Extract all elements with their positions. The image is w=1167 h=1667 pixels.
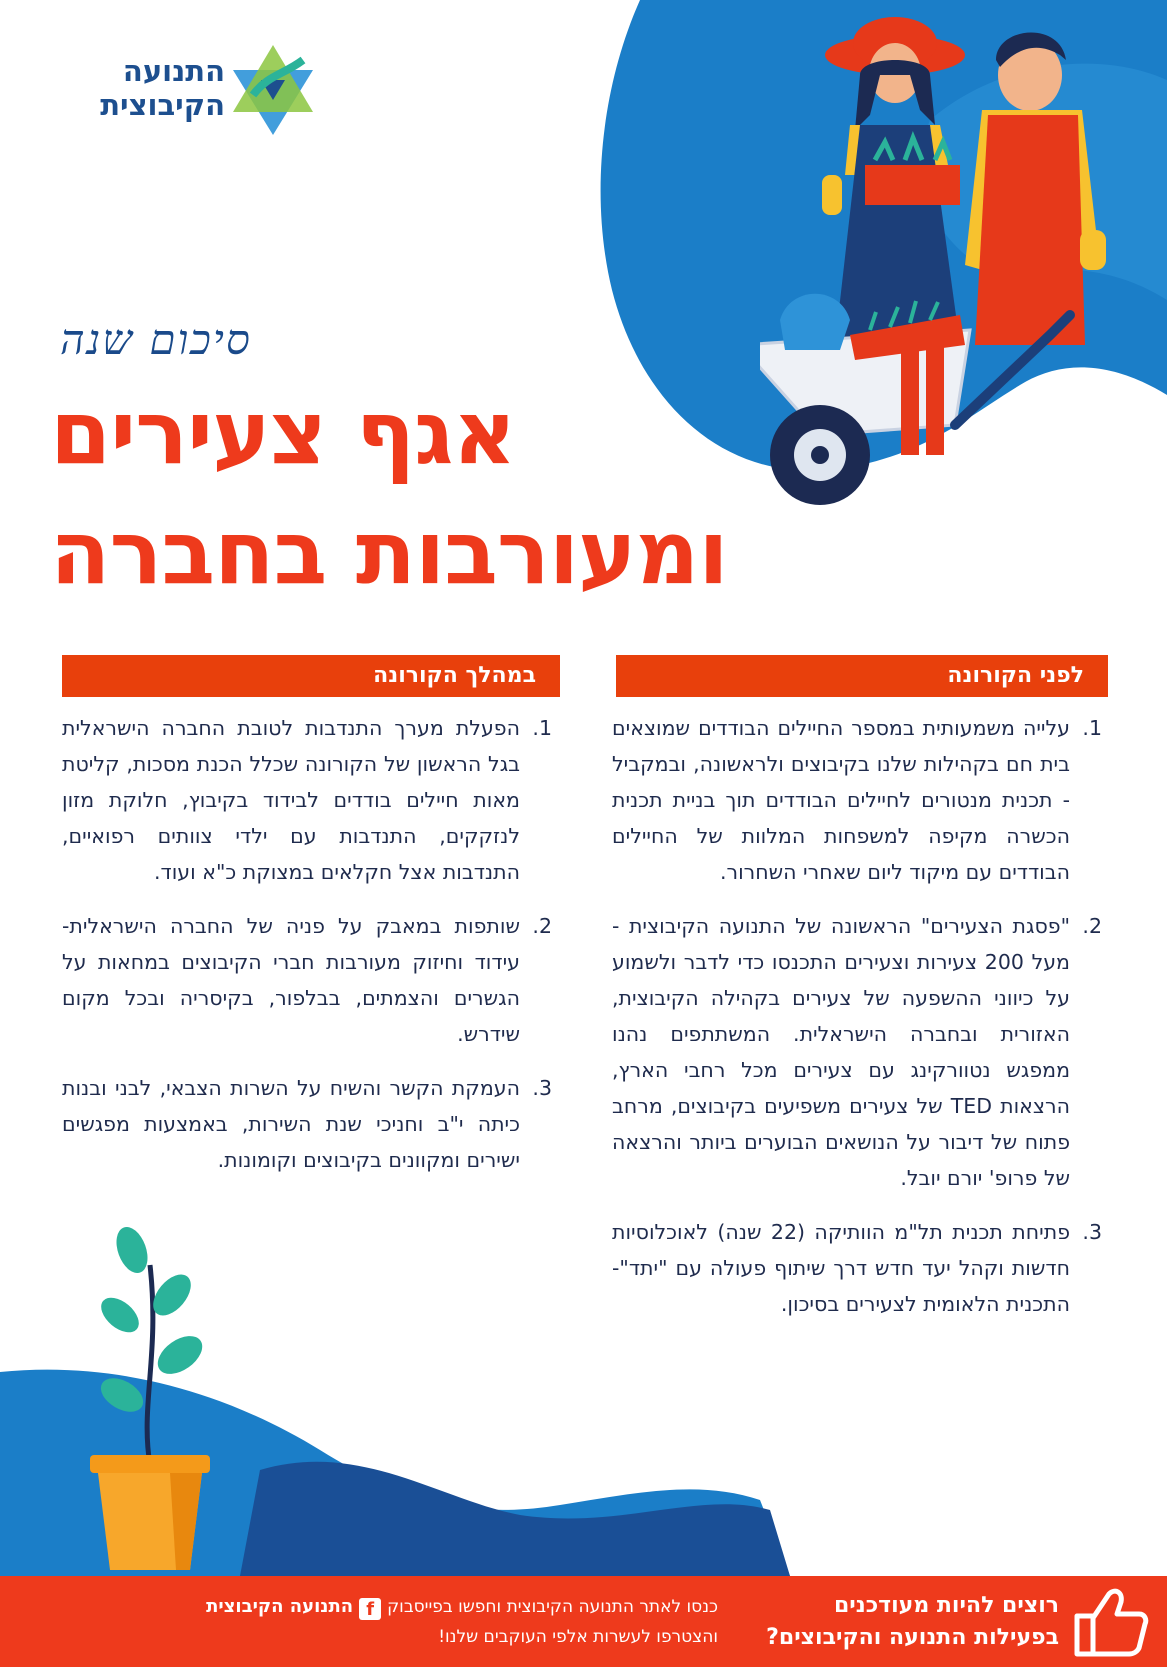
item-number: 1. — [532, 716, 552, 740]
item-number: 2. — [532, 914, 552, 938]
item-number: 3. — [1082, 1220, 1102, 1244]
list-item — [62, 710, 552, 890]
facebook-page-name[interactable]: התנועה הקיבוצית — [206, 1596, 354, 1617]
item-text: עלייה משמעותית במספר החיילים הבודדים שמוצאים בית חם בקהילות שלנו בקיבוצים ולראשונה, ובמקביל - תכנית מנטורים לחיילים הבודדים תוך בניית תכנית הכשרה מקיפה למשפחות המלוות של החיילים הבודדים עם מיקוד ליום שאחרי השחרור. — [612, 716, 1070, 884]
list-item — [612, 1214, 1102, 1322]
section-header-before: לפני הקורונה — [616, 655, 1108, 697]
page-title-line-1: אגף צעירים — [50, 381, 516, 484]
list-item — [612, 710, 1102, 890]
list-before — [612, 710, 1102, 1340]
item-number: 2. — [1082, 914, 1102, 938]
item-text: הפעלת מערך התנדבות לטובת החברה הישראלית בגל הראשון של הקורונה שכלל הכנת מסכות, קליטת מאות חיילים בודדים לבידוד בקיבוץ, חלוקת מזון לנזקקים, התנדבות עם ילדי צוותים רפואיים, התנדבות אצל חקלאים במצוקת כ"א ועוד. — [62, 716, 520, 884]
item-number: 3. — [532, 1076, 552, 1100]
star-logo-icon — [223, 40, 323, 140]
footer-info — [38, 1592, 718, 1652]
item-number: 1. — [1082, 716, 1102, 740]
logo-line-2: הקיבוצית — [100, 88, 225, 122]
list-item — [612, 908, 1102, 1196]
item-text: "פסגת הצעירים" הראשונה של התנועה הקיבוצית - מעל 200 צעירות וצעירים התכנסו כדי לדבר ולשמוע על כיווני ההשפעה של צעירים בקהילה הקיבוצית, האזורית ובחברה הישראלית. המשתתפים נהנו ממפגש נטוורקינג עם צעירים מכל רחבי הארץ, הרצאות TED של צעירים משפיעים בקיבוצים, מרחב פתוח של דיבור על הנושאים הבוערים ביותר והרצאה של פרופ' יורם יובל. — [612, 914, 1070, 1190]
subtitle: סיכום שנה — [60, 315, 252, 364]
thumbs-up-icon — [1069, 1586, 1149, 1658]
list-during — [62, 710, 552, 1196]
section-header-during: במהלך הקורונה — [62, 655, 560, 697]
logo-line-1: התנועה — [122, 54, 225, 88]
item-text: פתיחת תכנית תל"מ הוותיקה (22 שנה) לאוכלוסיות חדשות וקהל יעד חדש דרך שיתוף פעולה עם "יתד"- התכנית הלאומית לצעירים בסיכון. — [612, 1220, 1071, 1316]
page-title-line-2: ומעורבות בחברה — [50, 501, 728, 604]
item-text: העמקת הקשר והשיח על השרות הצבאי, לבני ובנות כיתה י"ב וחניכי שנת השירות, באמצעות מפגשים ישירים ומקוונים בקיבוצים וקומונות. — [62, 1076, 520, 1172]
footer-banner — [0, 1576, 1167, 1667]
footer-call-to-action — [729, 1590, 1059, 1654]
footer-cta-line-2: בפעילות התנועה והקיבוצים? — [766, 1625, 1059, 1650]
list-item — [62, 1070, 552, 1178]
list-item — [62, 908, 552, 1052]
facebook-icon[interactable]: f — [359, 1598, 381, 1620]
logo — [55, 40, 325, 150]
footer-info-line-1: כנסו לאתר התנועה הקיבוצית וחפשו בפייסבוק — [387, 1597, 718, 1617]
footer-cta-line-1: רוצים להיות מעודכנים — [833, 1593, 1059, 1618]
gardeners-illustration — [760, 15, 1150, 535]
item-text: שותפות במאבק על פניה של החברה הישראלית- עידוד וחיזוק מעורבות חברי הקיבוצים במחאות על הגשרים והצמתים, בבלפור, בקיסריה ובכל מקום שידרש. — [62, 914, 520, 1046]
footer-info-line-2: והצטרפו לעשרות אלפי העוקבים שלנו! — [438, 1627, 718, 1647]
sapling-pot-illustration — [80, 1225, 220, 1575]
